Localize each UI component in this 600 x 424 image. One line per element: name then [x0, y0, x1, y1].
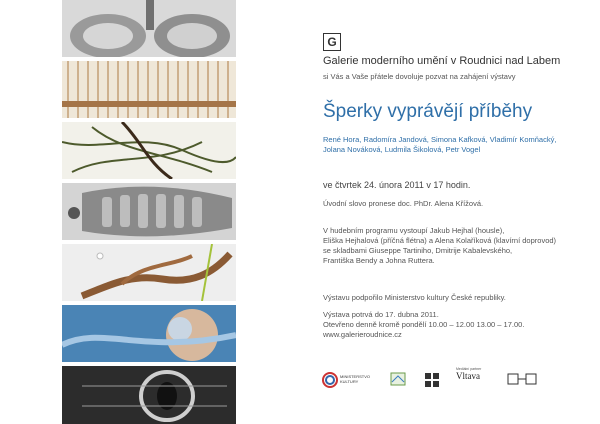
program-line: Eliška Hejhalová (příčná flétna) a Alena Kolaříková (klavírní doprovod): [323, 236, 557, 245]
exhibition-title: Šperky vyprávějí příběhy: [323, 101, 533, 122]
invitation-text: si Vás a Vaše přátele dovoluje pozvat na zahájení výstavy: [323, 72, 516, 81]
photo-4-bracelet: [62, 183, 236, 240]
photo-1-ring: [62, 0, 236, 57]
vltava-wordmark: Vltava: [456, 371, 480, 381]
photo-5-branch: [62, 244, 236, 301]
photo-3-feathers: [62, 122, 236, 179]
music-program: [323, 226, 556, 266]
ministry-emblem-icon: [322, 372, 338, 388]
info-line: Výstava potrvá do 17. dubna 2011.: [323, 310, 439, 319]
photo-strip: [62, 0, 236, 424]
website-link[interactable]: www.galerieroudnice.cz: [323, 330, 402, 339]
exhibition-info: [323, 310, 524, 340]
media-partner-label: Mediální partner: [456, 367, 482, 371]
sponsor-logo-2: [390, 372, 406, 390]
photo-2-wires: [62, 61, 236, 118]
photo-6-child: [62, 305, 236, 362]
vltava-logo: [456, 367, 490, 385]
event-date: ve čtvrtek 24. února 2011 v 17 hodin.: [323, 180, 471, 190]
ministry-text: KULTURY: [340, 379, 359, 384]
gallery-name: Galerie moderního umění v Roudnici nad Labem: [323, 55, 561, 67]
artists-line: Jolana Nováková, Ludmila Šikolová, Petr Vogel: [323, 145, 481, 154]
grid-logo-icon: [424, 372, 440, 388]
ministry-logo: [320, 372, 372, 390]
program-line: V hudebním programu vystoupí Jakub Hejhal (housle),: [323, 226, 505, 235]
photo-7-object: [62, 366, 236, 424]
artists-list: [323, 135, 556, 155]
sponsor-logos: [320, 364, 550, 394]
sponsor-mark-icon: [506, 372, 540, 386]
program-line: se skladbami Giuseppe Tartiniho, Dmitrije Kabalevského,: [323, 246, 513, 255]
intro-speech: Úvodní slovo pronese doc. PhDr. Alena Křížová.: [323, 199, 484, 208]
artists-line: René Hora, Radomíra Jandová, Simona Kafková, Vladimír Komňacký,: [323, 135, 557, 144]
info-line: Otevřeno denně kromě pondělí 10.00 – 12.00 13.00 – 17.00.: [323, 320, 525, 329]
gallery-logo: G: [323, 33, 341, 51]
support-note: Výstavu podpořilo Ministerstvo kultury České republiky.: [323, 293, 506, 302]
region-logo-icon: [390, 372, 406, 386]
sponsor-logo-5: [506, 372, 540, 390]
program-line: Františka Bendy a Johna Ruttera.: [323, 256, 435, 265]
ministry-text: MINISTERSTVO: [340, 374, 371, 379]
sponsor-logo-3: [424, 372, 440, 390]
